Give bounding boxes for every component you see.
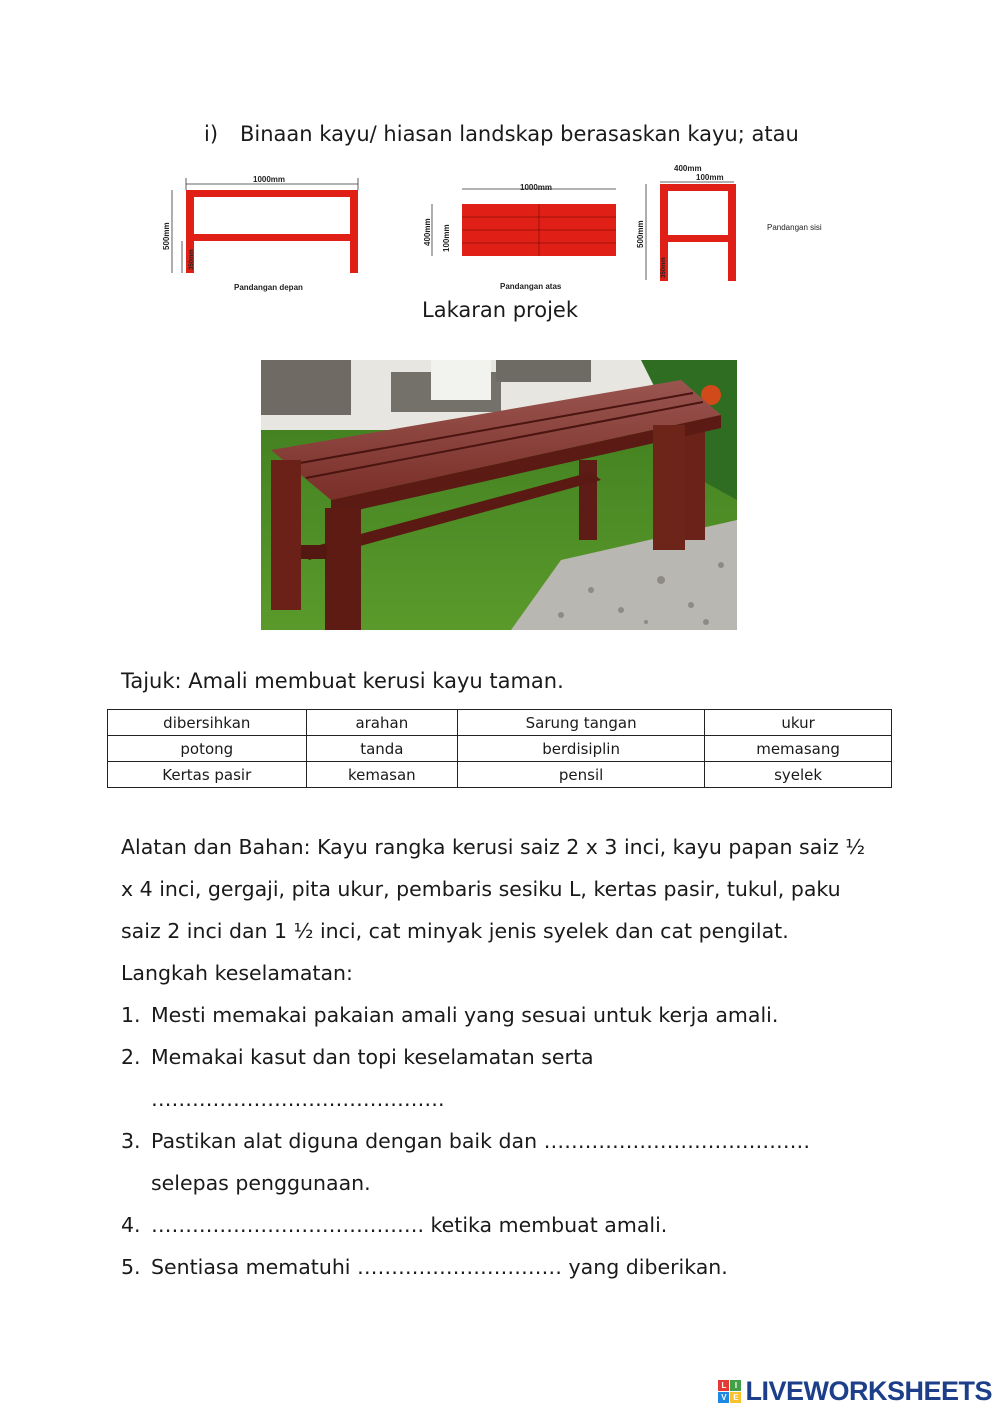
sketch-caption: Lakaran projek xyxy=(422,298,578,322)
top-view-drawing xyxy=(423,183,616,291)
word-cell: tanda xyxy=(306,736,458,762)
technical-drawings xyxy=(150,158,850,298)
table-row xyxy=(108,736,892,762)
list-item xyxy=(121,1204,881,1246)
list-item xyxy=(121,1246,881,1288)
front-leg-label: 350mm xyxy=(189,249,195,270)
front-view-drawing xyxy=(162,175,358,292)
word-cell: pensil xyxy=(458,762,705,788)
logo-letter: V xyxy=(718,1392,729,1403)
step-number: 4. xyxy=(121,1213,141,1237)
bench-photo xyxy=(261,360,737,630)
word-cell: memasang xyxy=(705,736,892,762)
side-width-label: 400mm xyxy=(674,164,702,173)
side-height-label: 500mm xyxy=(636,220,645,248)
step-number: 2. xyxy=(121,1045,141,1069)
word-cell: ukur xyxy=(705,710,892,736)
materials-paragraph xyxy=(121,826,881,994)
safety-heading: Langkah keselamatan: xyxy=(121,961,353,985)
step-number: 3. xyxy=(121,1129,141,1153)
list-item xyxy=(121,1120,881,1204)
brand-name: LIVEWORKSHEETS xyxy=(745,1376,992,1406)
safety-steps-list xyxy=(121,994,881,1288)
section-heading xyxy=(204,122,799,146)
list-item xyxy=(121,994,881,1036)
materials-text: Alatan dan Bahan: Kayu rangka kerusi saiz 2 x 3 inci, kayu papan saiz ½ x 4 inci, gergaji, pita ukur, pembaris sesiku L, kertas pasir, tukul, paku saiz 2 inci dan 1 ½ inci, cat minyak jenis syelek dan cat pengilat. xyxy=(121,835,866,943)
top-width-label: 1000mm xyxy=(520,183,553,192)
step-text: Memakai kasut dan topi keselamatan serta ……………………………………. xyxy=(151,1045,594,1111)
word-cell: Sarung tangan xyxy=(458,710,705,736)
step-text: Mesti memakai pakaian amali yang sesuai untuk kerja amali. xyxy=(151,1003,779,1027)
logo-letter: L xyxy=(718,1380,729,1391)
front-caption: Pandangan depan xyxy=(234,283,303,292)
list-item xyxy=(121,1036,881,1120)
word-cell: potong xyxy=(108,736,307,762)
logo-letter: E xyxy=(730,1392,741,1403)
heading-text: Binaan kayu/ hiasan landskap berasaskan kayu; atau xyxy=(240,122,799,146)
word-cell: berdisiplin xyxy=(458,736,705,762)
word-cell: Kertas pasir xyxy=(108,762,307,788)
table-row xyxy=(108,762,892,788)
front-height-label: 500mm xyxy=(162,222,171,250)
logo-letter: I xyxy=(730,1380,741,1391)
side-view-drawing xyxy=(636,164,822,281)
step-number: 5. xyxy=(121,1255,141,1279)
top-depth-label: 400mm xyxy=(423,218,432,246)
front-width-label: 1000mm xyxy=(253,175,286,184)
word-bank-table xyxy=(107,709,892,788)
heading-number: i) xyxy=(204,122,219,146)
word-cell: dibersihkan xyxy=(108,710,307,736)
top-board-label: 100mm xyxy=(442,224,451,252)
top-caption: Pandangan atas xyxy=(500,282,562,291)
step-text: Sentiasa mematuhi ………………………… yang diberikan. xyxy=(151,1255,728,1279)
step-number: 1. xyxy=(121,1003,141,1027)
side-inner-label: 100mm xyxy=(696,173,724,182)
table-row xyxy=(108,710,892,736)
side-caption: Pandangan sisi xyxy=(767,223,822,232)
word-cell: kemasan xyxy=(306,762,458,788)
liveworksheets-brand xyxy=(718,1376,992,1407)
side-leg-label: 350mm xyxy=(661,257,667,278)
step-text: Pastikan alat diguna dengan baik dan ………………………………… selepas penggunaan. xyxy=(151,1129,811,1195)
project-title: Tajuk: Amali membuat kerusi kayu taman. xyxy=(121,669,564,693)
word-cell: syelek xyxy=(705,762,892,788)
word-cell: arahan xyxy=(306,710,458,736)
liveworksheets-logo-icon xyxy=(718,1380,741,1403)
step-text: …………………………………. ketika membuat amali. xyxy=(151,1213,668,1237)
